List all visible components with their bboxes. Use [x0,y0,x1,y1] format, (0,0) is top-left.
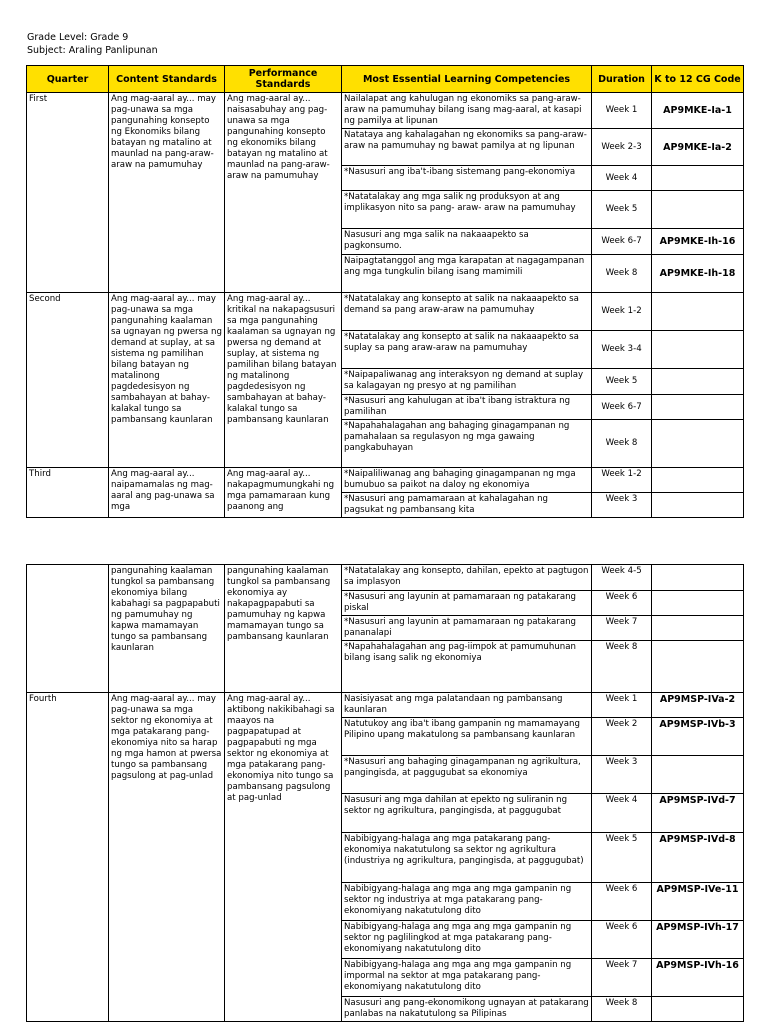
table-header-row [27,66,744,93]
performance-standard-first: Ang mag-aaral ay... naisasabuhay ang pag- unawa sa mga pangunahing konsepto ng ekonomiks bilang batayan ng matalino at maunlad na pang-araw-araw na pamumuhay [225,93,342,293]
col-header-cg-code: K to 12 CG Code [652,66,744,93]
duration-cell: Week 8 [592,255,652,293]
duration-cell: Week 5 [592,191,652,229]
table-row [27,693,744,718]
quarter-label-second: Second [27,293,109,468]
content-standard-fourth: Ang mag-aaral ay... may pag-unawa sa mga sektor ng ekonomiya at mga patakarang pang-ekonomiya nito sa harap ng mga hamon at pwersa tungo sa pambansang pagsulong at pag-unlad [109,693,225,1022]
melc-text: Nabibigyang-halaga ang mga patakarang pang-ekonomiya nakatutulong sa sektor ng agrikultura (industriya ng agrikultura, pangingisda, at paggugubat) [342,833,592,883]
cg-code-cell: AP9MSP-IVh-17 [652,921,744,959]
cg-code-cell [652,756,744,794]
duration-cell: Week 3-4 [592,331,652,369]
melc-text: Natataya ang kahalagahan ng ekonomiks sa pang-araw- araw na pamumuhay ng bawat pamilya at ng lipunan [342,129,592,166]
quarter-label-third: Third [27,468,109,518]
quarter-label-fourth: Fourth [27,693,109,1022]
melc-text: *Nasusuri ang iba't-ibang sistemang pang-ekonomiya [342,166,592,191]
melc-text: Nasusuri ang mga salik na nakaaapekto sa pagkonsumo. [342,229,592,255]
duration-cell: Week 7 [592,959,652,997]
melc-text: Nasisiyasat ang mga palatandaan ng pambansang kaunlaran [342,693,592,718]
melc-text: Nabibigyang-halaga ang mga ang mga gampanin ng impormal na sektor at mga patakarang pang-ekonomiyang nakatutulong dito [342,959,592,997]
melc-text: *Nasusuri ang layunin at pamamaraan ng patakarang piskal [342,591,592,616]
melc-text: Nailalapat ang kahulugan ng ekonomiks sa pang-araw- araw na pamumuhay bilang isang mag-aaral, at kasapi ng pamilya at lipunan [342,93,592,129]
duration-cell: Week 2 [592,718,652,756]
cg-code-cell [652,468,744,493]
cg-code-cell [652,616,744,641]
duration-cell: Week 4 [592,166,652,191]
duration-cell: Week 7 [592,616,652,641]
duration-cell: Week 1-2 [592,468,652,493]
performance-standard-second: Ang mag-aaral ay... kritikal na nakapagsusuri sa mga pangunahing kaalaman sa ugnayan ng pwersa ng demand at suplay, at sistema ng pamilihan bilang batayan ng matalinong pagdedesisyon ng sambahayan at bahay-kalakal tungo sa pambansang kaunlaran [225,293,342,468]
cg-code-cell [652,591,744,616]
cg-code-cell [652,641,744,693]
content-standard-second: Ang mag-aaral ay... may pag-unawa sa mga pangunahing kaalaman sa ugnayan ng pwersa ng demand at suplay, at sa sistema ng pamilihan bilang batayan ng matalinong pagdedesisyon ng sambahayan at bahay-kalakal tungo sa pambansang kaunlaran [109,293,225,468]
melc-text: *Napahahalagahan ang pag-iimpok at pamumuhunan bilang isang salik ng ekonomiya [342,641,592,693]
col-header-duration: Duration [592,66,652,93]
quarter-label-first: First [27,93,109,293]
duration-cell: Week 2-3 [592,129,652,166]
content-standard-third: Ang mag-aaral ay... naipamamalas ng mag- aaral ang pag-unawa sa mga [109,468,225,518]
cg-code-cell: AP9MKE-Ia-1 [652,93,744,129]
table-row [27,93,744,129]
cg-code-cell: AP9MKE-Ia-2 [652,129,744,166]
melc-text: *Natatalakay ang mga salik ng produksyon at ang implikasyon nito sa pang- araw- araw na pamumuhay [342,191,592,229]
duration-cell: Week 8 [592,641,652,693]
table-row [27,565,744,591]
duration-cell: Week 6 [592,591,652,616]
cg-code-cell [652,166,744,191]
cg-code-cell [652,369,744,395]
cg-code-cell [652,420,744,468]
melc-text: Naipagtatanggol ang mga karapatan at nagagampanan ang mga tungkulin bilang isang mamimili [342,255,592,293]
duration-cell: Week 1 [592,93,652,129]
cg-code-cell [652,997,744,1022]
duration-cell: Week 8 [592,997,652,1022]
col-header-performance-standards: Performance Standards [225,66,342,93]
melc-text: *Nasusuri ang kahulugan at iba't ibang istraktura ng pamilihan [342,395,592,420]
cg-code-cell [652,191,744,229]
melc-text: Natutukoy ang iba't ibang gampanin ng mamamayang Pilipino upang makatulong sa pambansang kaunlaran [342,718,592,756]
melc-text: *Nasusuri ang layunin at pamamaraan ng patakarang pananalapi [342,616,592,641]
duration-cell: Week 3 [592,493,652,518]
duration-cell: Week 1 [592,693,652,718]
duration-cell: Week 5 [592,369,652,395]
melc-text: *Naipapaliwanag ang interaksyon ng demand at suplay sa kalagayan ng presyo at ng pamilihan [342,369,592,395]
melc-text: *Natatalakay ang konsepto, dahilan, epekto at pagtugon sa implasyon [342,565,592,591]
cg-code-cell [652,565,744,591]
content-standard-third-continued: pangunahing kaalaman tungkol sa pambansang ekonomiya bilang kabahagi sa pagpapabuti ng pamumuhay ng kapwa mamamayan tungo sa pambansang kaunlaran [109,565,225,693]
duration-cell: Week 5 [592,833,652,883]
table-row [27,293,744,331]
duration-cell: Week 6-7 [592,229,652,255]
curriculum-table-part-1 [26,65,744,518]
cg-code-cell: AP9MKE-Ih-18 [652,255,744,293]
cg-code-cell: AP9MSP-IVd-8 [652,833,744,883]
duration-cell: Week 3 [592,756,652,794]
cg-code-cell [652,331,744,369]
cg-code-cell [652,493,744,518]
col-header-quarter: Quarter [27,66,109,93]
duration-cell: Week 1-2 [592,293,652,331]
performance-standard-fourth: Ang mag-aaral ay... aktibong nakikibahagi sa maayos na pagpapatupad at pagpapabuti ng mga sektor ng ekonomiya at mga patakarang pang- ekonomiya nito tungo sa pambansang pagsulong at pag-unlad [225,693,342,1022]
duration-cell: Week 4 [592,794,652,833]
melc-text: *Nasusuri ang bahaging ginagampanan ng agrikultura, pangingisda, at paggugubat sa ekonomiya [342,756,592,794]
cg-code-cell: AP9MSP-IVd-7 [652,794,744,833]
melc-text: *Nasusuri ang pamamaraan at kahalagahan ng pagsukat ng pambansang kita [342,493,592,518]
melc-text: Nabibigyang-halaga ang mga ang mga gampanin ng sektor ng industriya at mga patakarang pang- ekonomiyang nakatutulong dito [342,883,592,921]
cg-code-cell: AP9MKE-Ih-16 [652,229,744,255]
quarter-label-third-continued [27,565,109,693]
cg-code-cell: AP9MSP-IVb-3 [652,718,744,756]
performance-standard-third-continued: pangunahing kaalaman tungkol sa pambansang ekonomiya ay nakapagpapabuti sa pamumuhay ng kapwa mamamayan tungo sa pambansang kaunlaran [225,565,342,693]
curriculum-table-part-2 [26,564,744,1022]
melc-text: Nasusuri ang mga dahilan at epekto ng suliranin ng sektor ng agrikultura, pangingisda, at paggugubat [342,794,592,833]
col-header-melc: Most Essential Learning Competencies [342,66,592,93]
table-row [27,468,744,493]
melc-text: *Natatalakay ang konsepto at salik na nakaaapekto sa suplay sa pang araw-araw na pamumuhay [342,331,592,369]
duration-cell: Week 6 [592,883,652,921]
subject: Subject: Araling Panlipunan [27,45,158,56]
melc-text: *Naipaliliwanag ang bahaging ginagampanan ng mga bumubuo sa paikot na daloy ng ekonomiya [342,468,592,493]
duration-cell: Week 4-5 [592,565,652,591]
performance-standard-third: Ang mag-aaral ay... nakapagmumungkahi ng mga pamamaraan kung paanong ang [225,468,342,518]
col-header-content-standards: Content Standards [109,66,225,93]
duration-cell: Week 6-7 [592,395,652,420]
cg-code-cell [652,293,744,331]
melc-text: Nasusuri ang pang-ekonomikong ugnayan at patakarang panlabas na nakatutulong sa Pilipinas [342,997,592,1022]
melc-text: *Napahahalagahan ang bahaging ginagampanan ng pamahalaan sa regulasyon ng mga gawaing pangkabuhayan [342,420,592,468]
cg-code-cell: AP9MSP-IVe-11 [652,883,744,921]
cg-code-cell: AP9MSP-IVh-16 [652,959,744,997]
cg-code-cell [652,395,744,420]
melc-text: Nabibigyang-halaga ang mga ang mga gampanin ng sektor ng paglilingkod at mga patakarang pang- ekonomiyang nakatutulong dito [342,921,592,959]
cg-code-cell: AP9MSP-IVa-2 [652,693,744,718]
document-meta [27,31,158,57]
duration-cell: Week 6 [592,921,652,959]
content-standard-first: Ang mag-aaral ay... may pag-unawa sa mga pangunahing konsepto ng Ekonomiks bilang batayan ng matalino at maunlad na pang-araw-araw na pamumuhay [109,93,225,293]
duration-cell: Week 8 [592,420,652,468]
grade-level: Grade Level: Grade 9 [27,32,129,43]
melc-text: *Natatalakay ang konsepto at salik na nakaaapekto sa demand sa pang araw-araw na pamumuhay [342,293,592,331]
